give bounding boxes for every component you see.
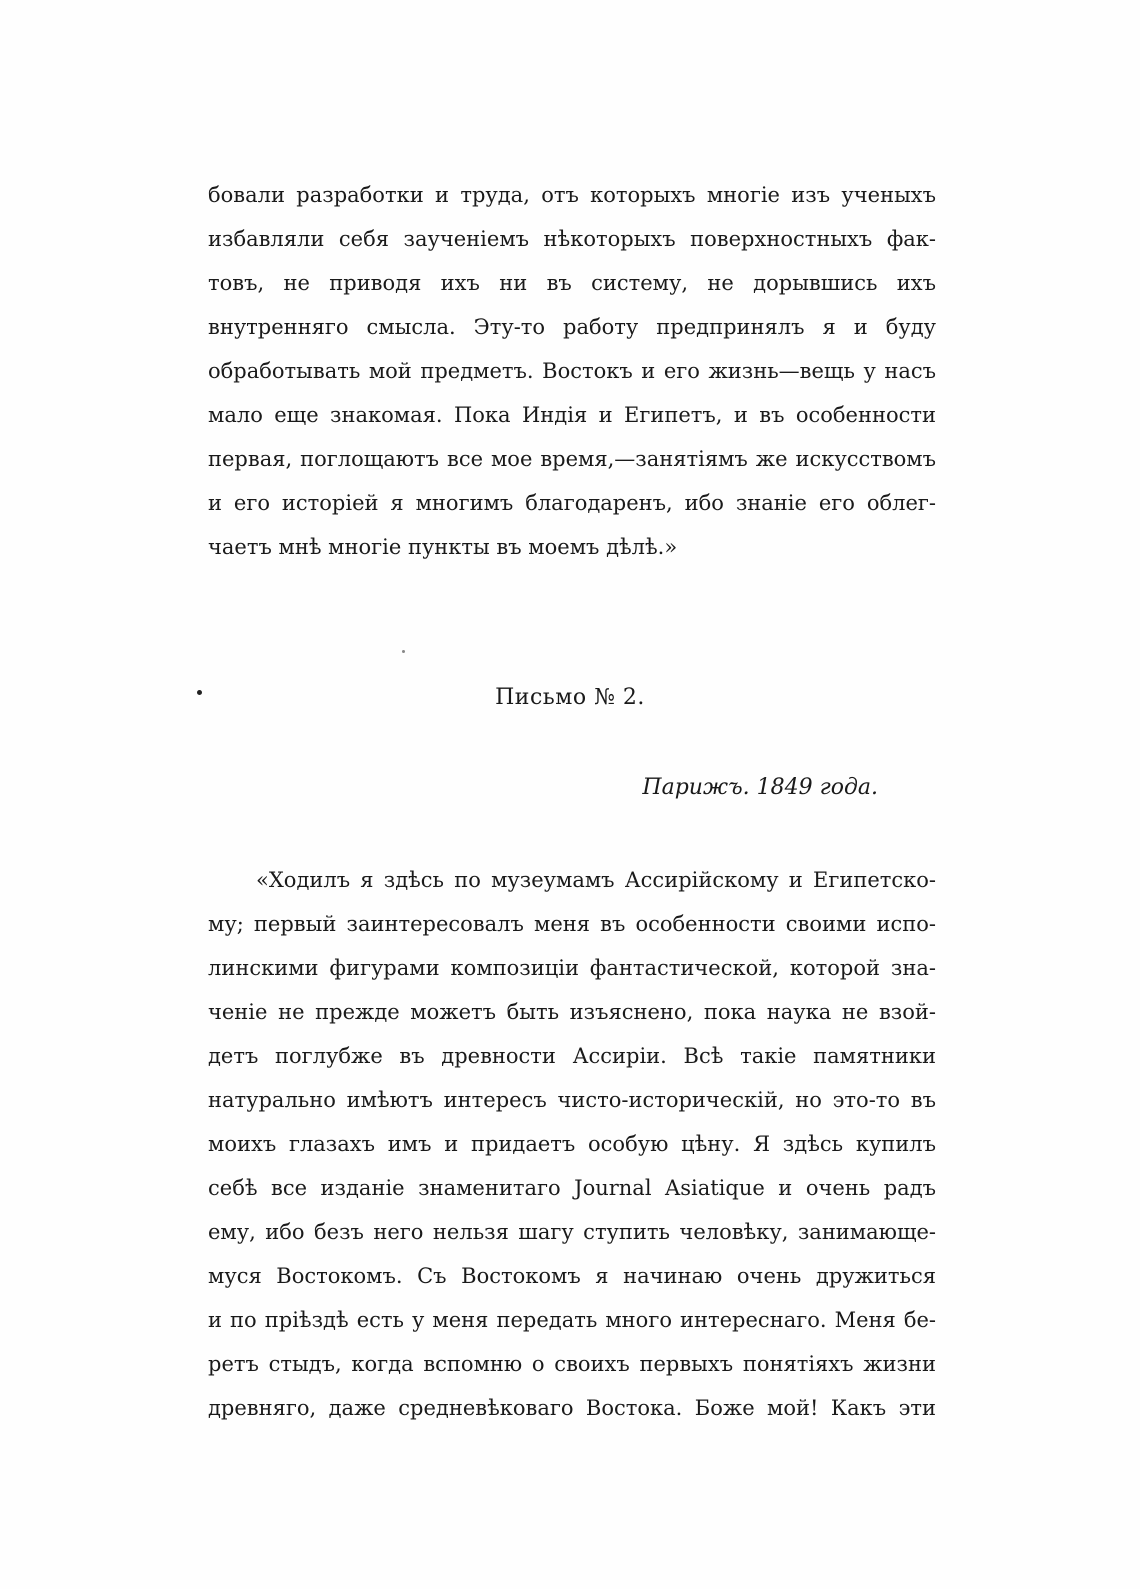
letter-heading: Письмо № 2. — [495, 685, 645, 710]
text-line: и по пріѣздѣ есть у меня передать много интереснаго. Меня бе- — [208, 1308, 936, 1332]
print-speck — [402, 650, 405, 653]
text-line: внутренняго смысла. Эту-то работу предпринялъ я и буду — [208, 315, 936, 339]
text-line: себѣ все изданіе знаменитаго Journal Asiatique и очень радъ — [208, 1176, 936, 1200]
text-line: древняго, даже средневѣковаго Востока. Боже мой! Какъ эти — [208, 1396, 936, 1420]
paragraph-continued — [208, 173, 936, 569]
text-line: натурально имѣютъ интересъ чисто-историческій, но это-то въ — [208, 1088, 936, 1112]
text-line: ему, ибо безъ него нельзя шагу ступить человѣку, занимающе- — [208, 1220, 936, 1244]
dateline: Парижъ. 1849 года. — [642, 775, 878, 800]
text-line: моихъ глазахъ имъ и придаетъ особую цѣну. Я здѣсь купилъ — [208, 1132, 936, 1156]
text-line: ченіе не прежде можетъ быть изъяснено, пока наука не взой- — [208, 1000, 936, 1024]
text-line: и его исторіей я многимъ благодаренъ, ибо знаніе его облег- — [208, 491, 936, 515]
text-line: детъ поглубже въ древности Ассиріи. Всѣ такіе памятники — [208, 1044, 936, 1068]
text-line: мало еще знакомая. Пока Индія и Египетъ, и въ особенности — [208, 403, 936, 427]
text-line: му; первый заинтересовалъ меня въ особенности своими испо- — [208, 912, 936, 936]
text-line: обработывать мой предметъ. Востокъ и его жизнь—вещь у насъ — [208, 359, 936, 383]
text-line: чаетъ мнѣ многіе пункты въ моемъ дѣлѣ.» — [208, 535, 678, 559]
letter-paragraph — [208, 858, 936, 1430]
text-line: бовали разработки и труда, отъ которыхъ многіе изъ ученыхъ — [208, 183, 936, 207]
text-line: ретъ стыдъ, когда вспомню о своихъ первыхъ понятіяхъ жизни — [208, 1352, 936, 1376]
text-line: избавляли себя заученіемъ нѣкоторыхъ поверхностныхъ фак- — [208, 227, 936, 251]
text-line: муся Востокомъ. Съ Востокомъ я начинаю очень дружиться — [208, 1264, 936, 1288]
text-line: «Ходилъ я здѣсь по музеумамъ Ассирійскому и Египетско- — [256, 868, 936, 892]
text-line: первая, поглощаютъ все мое время,—занятіямъ же искусствомъ — [208, 447, 936, 471]
text-line: товъ, не приводя ихъ ни въ систему, не дорывшись ихъ — [208, 271, 936, 295]
text-line: линскими фигурами композиціи фантастической, которой зна- — [208, 956, 936, 980]
